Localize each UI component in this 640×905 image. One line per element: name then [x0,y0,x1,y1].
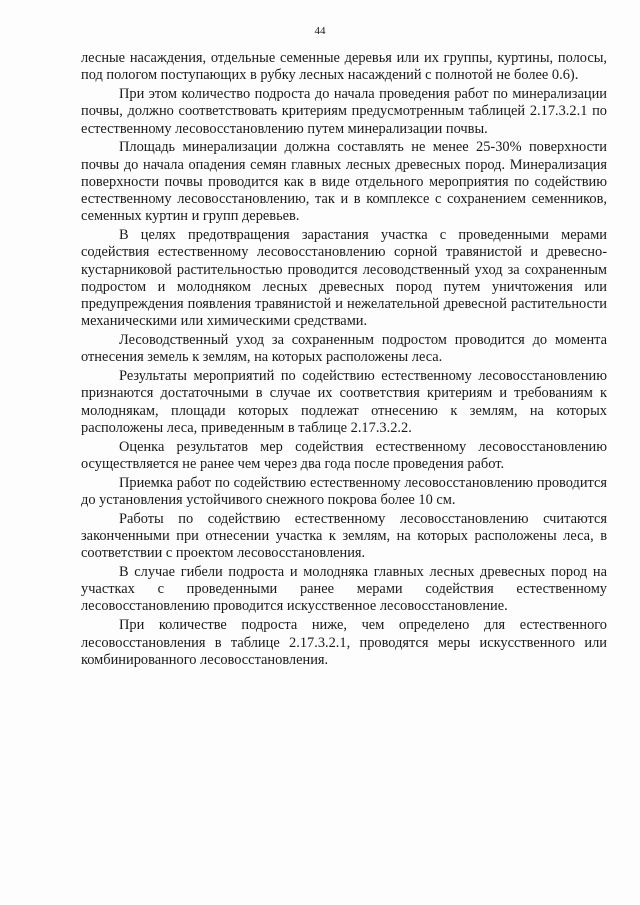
paragraph: Результаты мероприятий по содействию естественному лесовосстановлению признаются достаточными в случае их соответствия критериям и требованиям к молоднякам, площади которых подлежат отнесению к землям, на которых расположены леса, приведенным в таблице 2.17.3.2.2. [81,368,607,436]
paragraph: Площадь минерализации должна составлять не менее 25-30% поверхности почвы до начала опадения семян главных лесных древесных пород. Минерализация поверхности почвы проводится как в виде отдельного мероприятия по содействию естественному лесовосстановлению, так и в комплексе с сохранением семенников, семенных куртин и групп деревьев. [81,139,607,225]
paragraph: Приемка работ по содействию естественному лесовосстановлению проводится до установления устойчивого снежного покрова более 10 см. [81,474,607,508]
paragraph: При этом количество подроста до начала проведения работ по минерализации почвы, должно соответствовать критериям предусмотренным таблицей 2.17.3.2.1 по естественному лесовосстановлению путем минерализации почвы. [81,86,607,137]
paragraph: Оценка результатов мер содействия естественному лесовосстановлению осуществляется не ранее чем через два года после проведения работ. [81,438,607,472]
paragraph-continuation: лесные насаждения, отдельные семенные деревья или их группы, куртины, полосы, под пологом поступающих в рубку лесных насаждений с полнотой не более 0.6). [81,50,607,84]
document-body [81,50,607,671]
page-number: 44 [314,25,326,37]
paragraph: Лесоводственный уход за сохраненным подростом проводится до момента отнесения земель к землям, на которых расположены леса. [81,332,607,366]
paragraph: При количестве подроста ниже, чем определено для естественного лесовосстановления в таблице 2.17.3.2.1, проводятся меры искусственного или комбинированного лесовосстановления. [81,617,607,668]
paragraph: В случае гибели подроста и молодняка главных лесных древесных пород на участках с проведенными ранее мерами содействия естественному лесовосстановлению проводится искусственное лесовосстановление. [81,564,607,615]
paragraph: В целях предотвращения зарастания участка с проведенными мерами содействия естественному лесовосстановлению сорной травянистой и древесно-кустарниковой растительностью проводится лесоводственный уход за сохраненным подростом и молодняком лесных древесных пород путем уничтожения или предупреждения появления травянистой и нежелательной древесной растительности механическими или химическими средствами. [81,227,607,330]
paragraph: Работы по содействию естественному лесовосстановлению считаются законченными при отнесении участка к землям, на которых расположены леса, в соответствии с проектом лесовосстановления. [81,510,607,562]
